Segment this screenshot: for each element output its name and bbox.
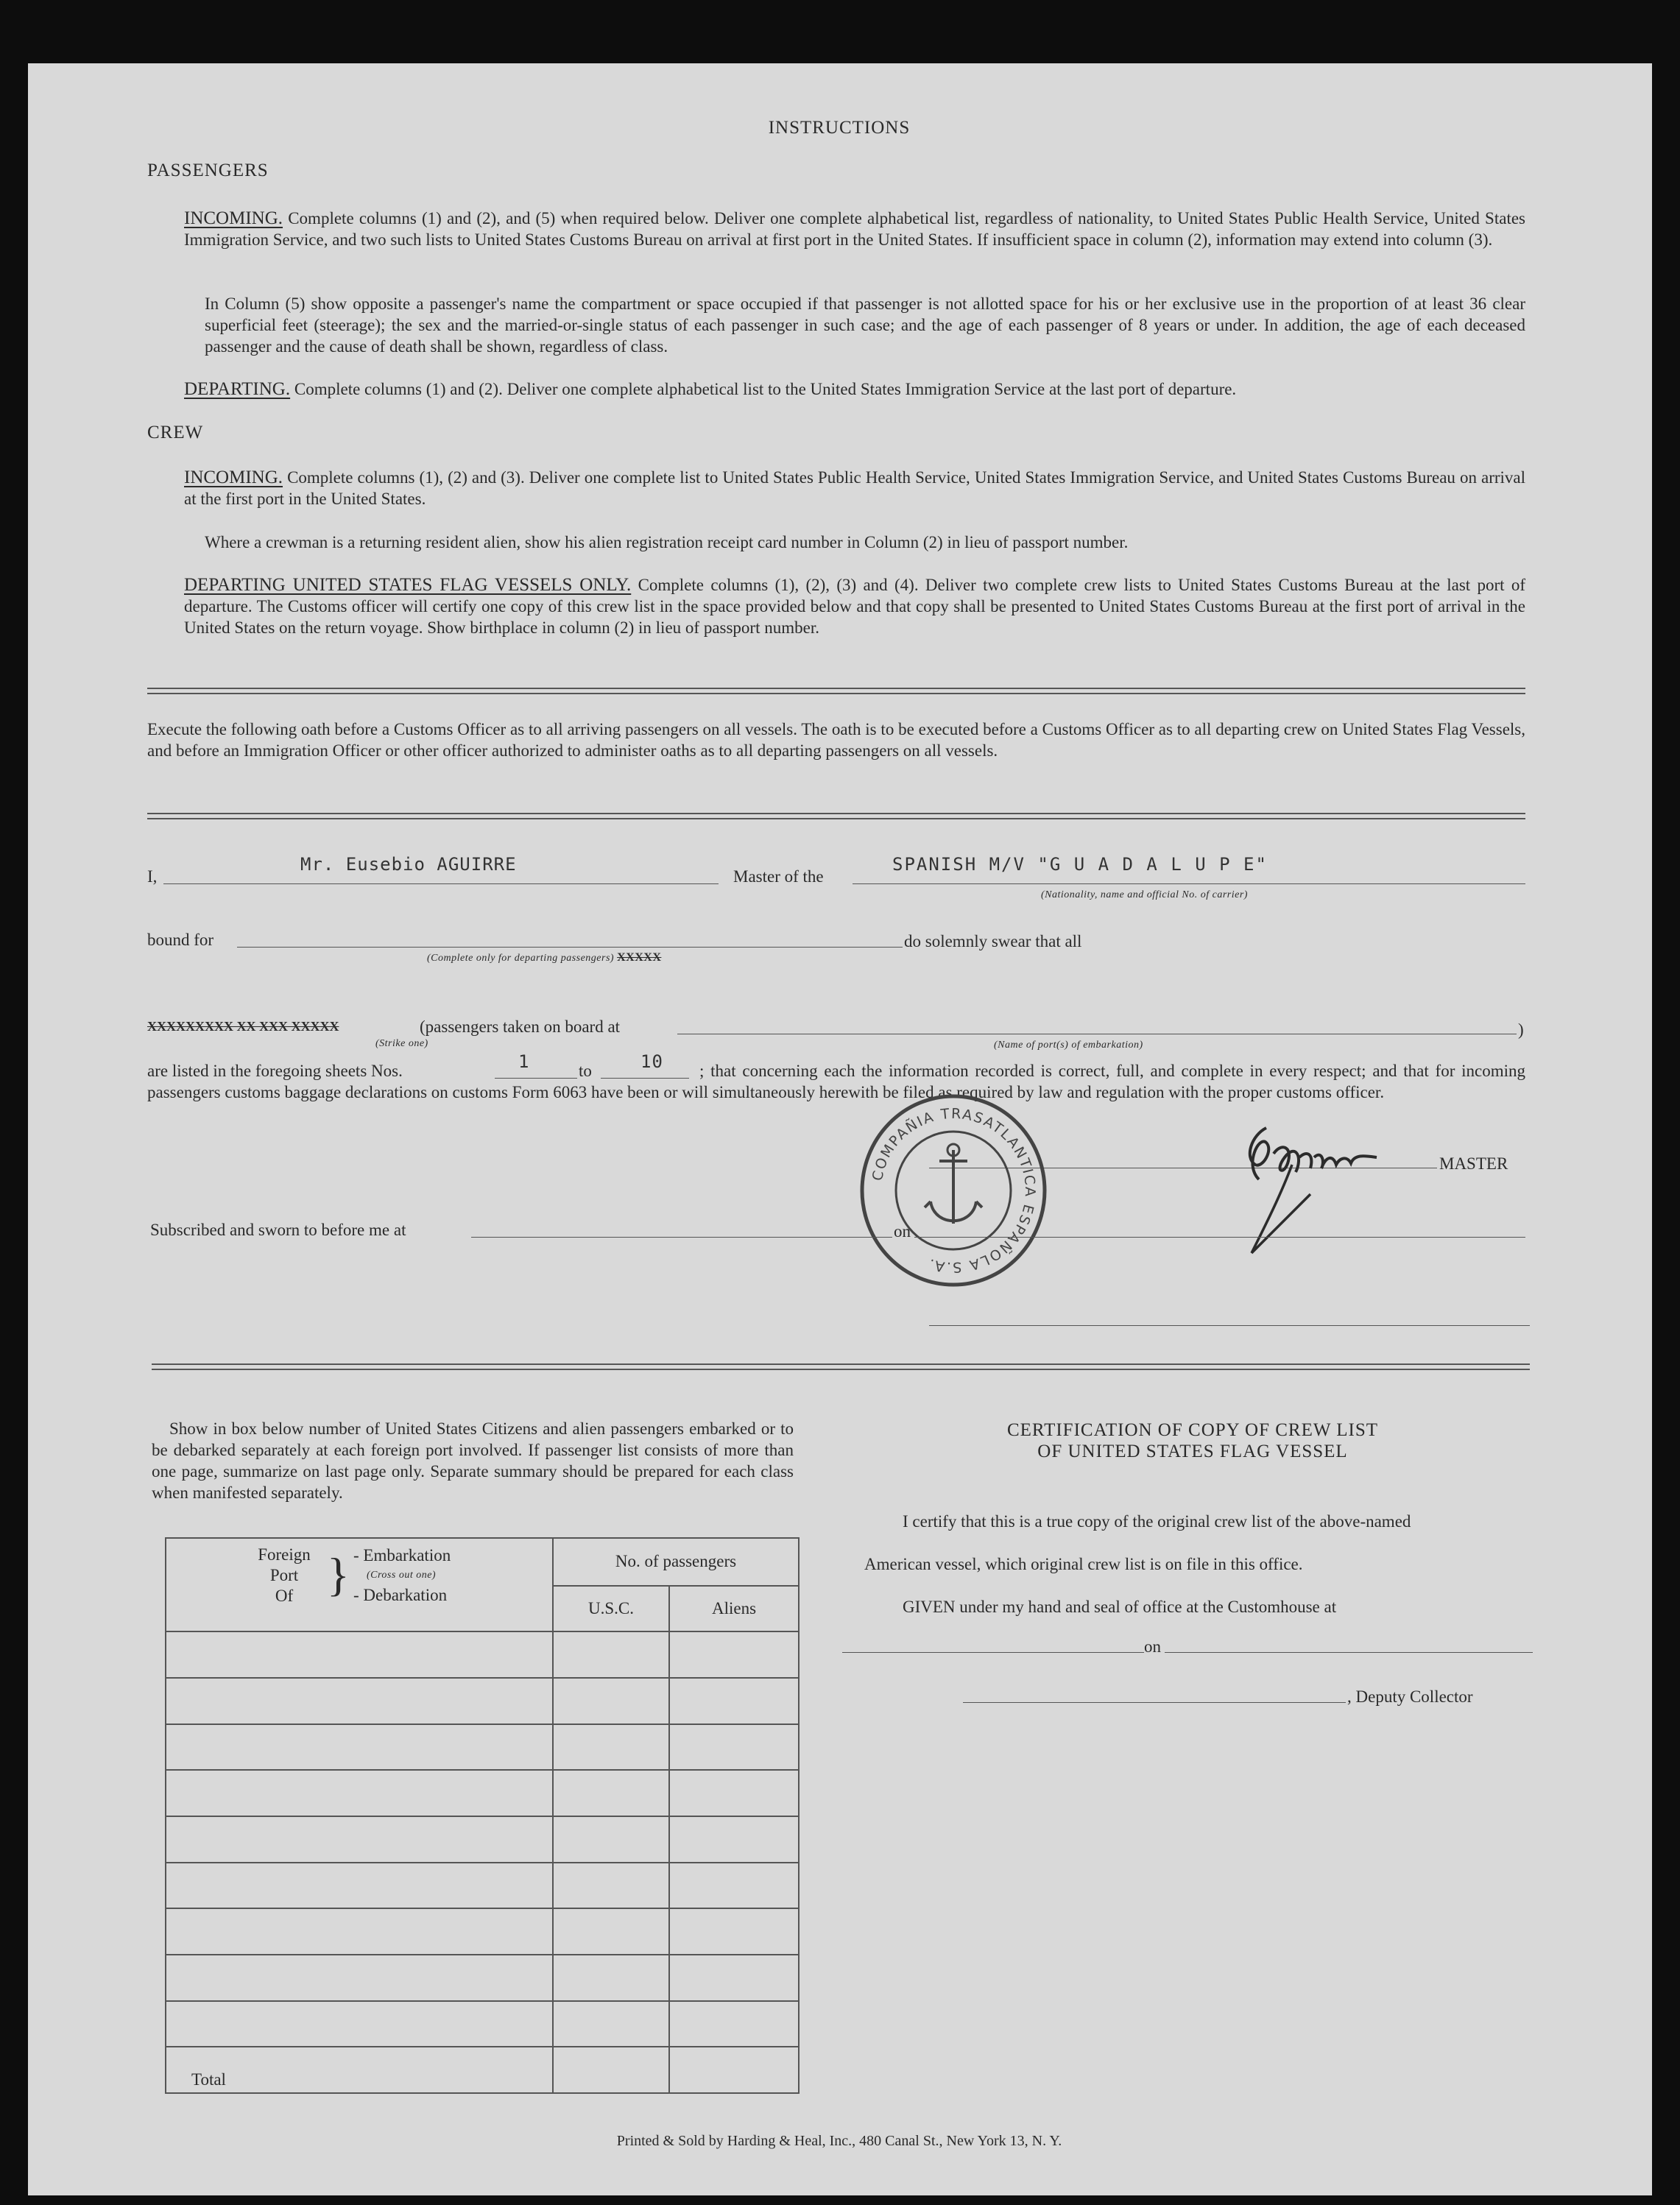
header-foreign: Foreign [258,1545,311,1564]
port-caption: (Name of port(s) of embarkation) [994,1040,1143,1051]
printer-footer: Printed & Sold by Harding & Heal, Inc., 480 Canal St., New York 13, N. Y. [616,2133,1062,2149]
sheets-rest-text: ; that concerning each the information recorded is correct, full, and complete in every respect; and that for incoming passengers customs baggage declarations on customs Form 6063 have been or will simultaneously herewith be filed as required by law and regulation with the proper customs officer. [147,1062,1525,1101]
crew-incoming-text: Complete columns (1), (2) and (3). Deliver one complete list to United States Public Health Service, United States Immigration Service, and United States Customs Bureau on arrival at the first port in the United States. [184,468,1525,508]
certification-line3: GIVEN under my hand and seal of office at the Customhouse at [903,1598,1337,1616]
master-label: MASTER [1439,1154,1508,1173]
deputy-collector-line [963,1702,1346,1703]
crew-incoming-paragraph [184,467,1525,509]
crew-incoming-label: INCOMING. [184,468,283,487]
crew-departing-label: DEPARTING UNITED STATES FLAG VESSELS ONLY. [184,575,632,595]
port-cell[interactable] [166,1955,553,2001]
total-label: Total [166,2047,553,2093]
to-label: to [579,1062,592,1080]
passengers-incoming-label: INCOMING. [184,208,283,228]
header-embarkation: - Embarkation [353,1546,451,1564]
master-name-line [163,883,719,884]
passengers-incoming-paragraph [184,208,1525,250]
passengers-departing-text: Complete columns (1) and (2). Deliver one complete alphabetical list to the United States Immigration Service at the last port of departure. [294,380,1237,398]
instructions-heading: INSTRUCTIONS [768,118,911,138]
port-cell[interactable] [166,1816,553,1863]
certification-title [920,1419,1465,1462]
subscribed-on-label: on [894,1222,911,1241]
port-cell[interactable] [166,1863,553,1909]
usc-cell[interactable] [553,1816,669,1863]
header-port: Port [269,1566,299,1584]
usc-cell[interactable] [553,1631,669,1678]
customhouse-place-line [842,1652,1144,1653]
usc-cell[interactable] [553,1724,669,1771]
oath-i-label: I, [147,867,158,886]
subscribed-label: Subscribed and sworn to before me at [150,1221,406,1239]
usc-header: U.S.C. [553,1586,669,1632]
port-cell[interactable] [166,1724,553,1771]
certification-line2: American vessel, which original crew list is on file in this office. [864,1555,1303,1573]
passengers-departing-paragraph [184,378,1525,400]
subscribed-date-line [914,1237,1525,1238]
aliens-cell[interactable] [669,1955,799,2001]
header-cross-out: (Cross out one) [367,1570,437,1581]
bound-for-label: bound for [147,931,214,949]
subscribed-place-line [471,1237,892,1238]
foreign-port-header [166,1538,553,1631]
certification-on-label: on [1144,1637,1161,1656]
usc-cell[interactable] [553,1955,669,2001]
no-passengers-header: No. of passengers [553,1538,799,1586]
header-debarkation: - Debarkation [353,1586,448,1604]
aliens-cell[interactable] [669,1678,799,1724]
usc-cell[interactable] [553,1770,669,1816]
port-cell[interactable] [166,1770,553,1816]
passengers-incoming-text: Complete columns (1) and (2), and (5) when required below. Deliver one complete alphabetical list, regardless of nationality, to United States Public Health Service, United States Immigration Service, and two such lists to United States Customs Bureau on arrival at first port in the United States. If insufficient space in column (2), information may extend into column (3). [184,209,1525,249]
passengers-title: PASSENGERS [147,160,269,180]
brace-icon: } [327,1548,350,1601]
aliens-cell[interactable] [669,1863,799,1909]
crew-departing-text: Complete columns (1), (2), (3) and (4). Deliver two complete crew lists to United States Customs Bureau at the last port of departure. The Customs officer will certify one copy of this crew list in the space provided below and that copy shall be presented to United States Customs Bureau at the first port of arrival in the United States on the return voyage. Show birthplace in column (2) in lieu of passport number. [184,576,1526,637]
usc-cell[interactable] [553,2001,669,2047]
header-of: Of [275,1587,294,1605]
oath-intro: Execute the following oath before a Customs Officer as to all arriving passengers on all vessels. The oath is to be executed before a Customs Officer as to all departing crew on United States Flag Vessels, and before an Immigration Officer or other officer authorized to administer oaths as to all departing passengers on all vessels. [147,720,1525,760]
certification-title-line1: CERTIFICATION OF COPY OF CREW LIST [1006,1420,1379,1440]
aliens-cell[interactable] [669,1816,799,1863]
divider [147,813,1525,814]
bound-for-caption: (Complete only for departing passengers) XXXXX [427,951,662,964]
aliens-cell[interactable] [669,1770,799,1816]
crew-resident-paragraph: Where a crewman is a returning resident alien, show his alien registration receipt card number in Column (2) in lieu of passport number. [205,533,1129,551]
passengers-taken-label: (passengers taken on board at [420,1017,621,1036]
vessel-line [853,883,1525,884]
aliens-header: Aliens [669,1586,799,1632]
company-seal-stamp [857,1091,1050,1290]
vessel-value[interactable]: SPANISH M/V "G U A D A L U P E" [892,854,1268,875]
certification-title-line2: OF UNITED STATES FLAG VESSEL [1037,1442,1348,1461]
summary-instructions: Show in box below number of United States Citizens and alien passengers embarked or to be debarked separately at each foreign port involved. If passenger list consists of more than one page, summarize on last page only. Separate summary should be prepared for each class when manifested separately. [152,1419,794,1502]
strike-one-caption: (Strike one) [375,1038,428,1049]
sheet-to-value[interactable]: 10 [640,1051,663,1072]
close-paren: ) [1518,1020,1524,1039]
usc-total-cell[interactable] [553,2047,669,2093]
master-name-value[interactable]: Mr. Eusebio AGUIRRE [300,854,517,875]
passengers-column5-paragraph: In Column (5) show opposite a passenger's name the compartment or space occupied if that passenger is not allotted space for his or her exclusive use in the proportion of at least 36 clear superficial feet (steerage); the sex and the married-or-single status of each passenger in such case; and the age of each passenger of 8 years or under. In addition, the age of each deceased passenger and the cause of death shall be shown, regardless of class. [205,294,1525,356]
master-of-label: Master of the [733,867,824,886]
port-cell[interactable] [166,1631,553,1678]
aliens-total-cell[interactable] [669,2047,799,2093]
sheets-label: are listed in the foregoing sheets Nos. [147,1062,403,1080]
struck-phrase: XXXXXXXXX XX XXX XXXXX [147,1019,339,1034]
certification-line1: I certify that this is a true copy of the original crew list of the above-named [903,1512,1411,1531]
master-signature [1222,1113,1399,1260]
aliens-cell[interactable] [669,2001,799,2047]
aliens-cell[interactable] [669,1908,799,1955]
swear-text: do solemnly swear that all [904,932,1082,950]
officer-signature-line [929,1325,1530,1326]
aliens-cell[interactable] [669,1724,799,1771]
port-cell[interactable] [166,1908,553,1955]
aliens-cell[interactable] [669,1631,799,1678]
sheet-from-value[interactable]: 1 [518,1051,530,1072]
port-cell[interactable] [166,1678,553,1724]
usc-cell[interactable] [553,1908,669,1955]
divider [147,818,1525,819]
vessel-caption: (Nationality, name and official No. of carrier) [1041,889,1248,900]
bound-for-line [237,947,903,948]
passengers-departing-label: DEPARTING. [184,379,291,399]
svg-text:COMPAÑIA TRASATLANTICA ESPAÑOL: COMPAÑIA TRASATLANTICA ESPAÑOLA S.A. [869,1105,1039,1276]
divider [147,688,1525,689]
divider [152,1363,1530,1365]
crew-title: CREW [147,423,204,442]
divider [147,693,1525,694]
port-cell[interactable] [166,2001,553,2047]
certification-date-line [1165,1652,1533,1653]
deputy-collector-label: , Deputy Collector [1347,1687,1473,1706]
crew-departing-paragraph [184,574,1525,638]
passenger-summary-table [165,1537,800,2094]
divider [152,1369,1530,1370]
usc-cell[interactable] [553,1863,669,1909]
usc-cell[interactable] [553,1678,669,1724]
struck-word: XXXXX [617,951,662,964]
